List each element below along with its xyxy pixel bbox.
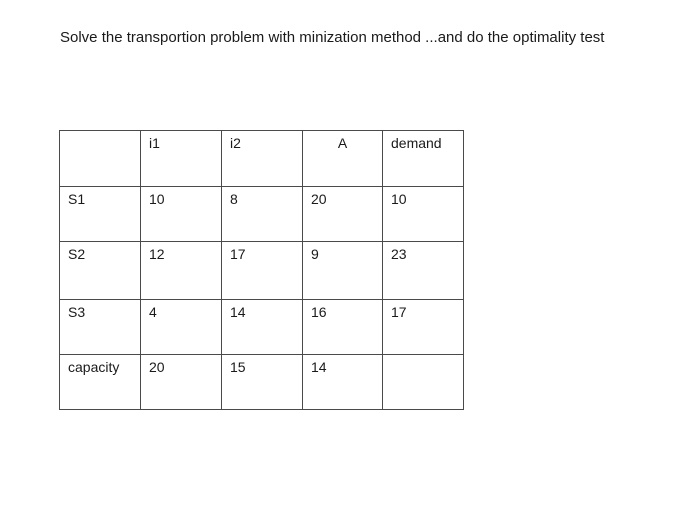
table-row bbox=[60, 300, 464, 355]
table-row bbox=[60, 187, 464, 242]
question-text: Solve the transportion problem with minization method ...and do the optimality test bbox=[60, 29, 605, 46]
row-label-s3: S3 bbox=[60, 300, 141, 355]
header-cell-a: A bbox=[303, 131, 383, 187]
cell-s3-demand: 17 bbox=[383, 300, 464, 355]
cell-s3-i2: 14 bbox=[222, 300, 303, 355]
cell-s1-i2: 8 bbox=[222, 187, 303, 242]
cell-capacity-a: 14 bbox=[303, 355, 383, 410]
header-cell-i1: i1 bbox=[141, 131, 222, 187]
cell-s1-a: 20 bbox=[303, 187, 383, 242]
cell-s3-i1: 4 bbox=[141, 300, 222, 355]
cell-s2-i2: 17 bbox=[222, 242, 303, 300]
cell-s2-i1: 12 bbox=[141, 242, 222, 300]
cell-s1-demand: 10 bbox=[383, 187, 464, 242]
cell-capacity-demand bbox=[383, 355, 464, 410]
cell-s2-a: 9 bbox=[303, 242, 383, 300]
cell-capacity-i2: 15 bbox=[222, 355, 303, 410]
header-cell-i2: i2 bbox=[222, 131, 303, 187]
transportation-table bbox=[59, 130, 464, 410]
cell-capacity-i1: 20 bbox=[141, 355, 222, 410]
cell-s3-a: 16 bbox=[303, 300, 383, 355]
table-row bbox=[60, 355, 464, 410]
header-cell-corner bbox=[60, 131, 141, 187]
table-row bbox=[60, 242, 464, 300]
cell-s2-demand: 23 bbox=[383, 242, 464, 300]
row-label-capacity: capacity bbox=[60, 355, 141, 410]
header-cell-demand: demand bbox=[383, 131, 464, 187]
row-label-s1: S1 bbox=[60, 187, 141, 242]
cell-s1-i1: 10 bbox=[141, 187, 222, 242]
table-header-row bbox=[60, 131, 464, 187]
row-label-s2: S2 bbox=[60, 242, 141, 300]
